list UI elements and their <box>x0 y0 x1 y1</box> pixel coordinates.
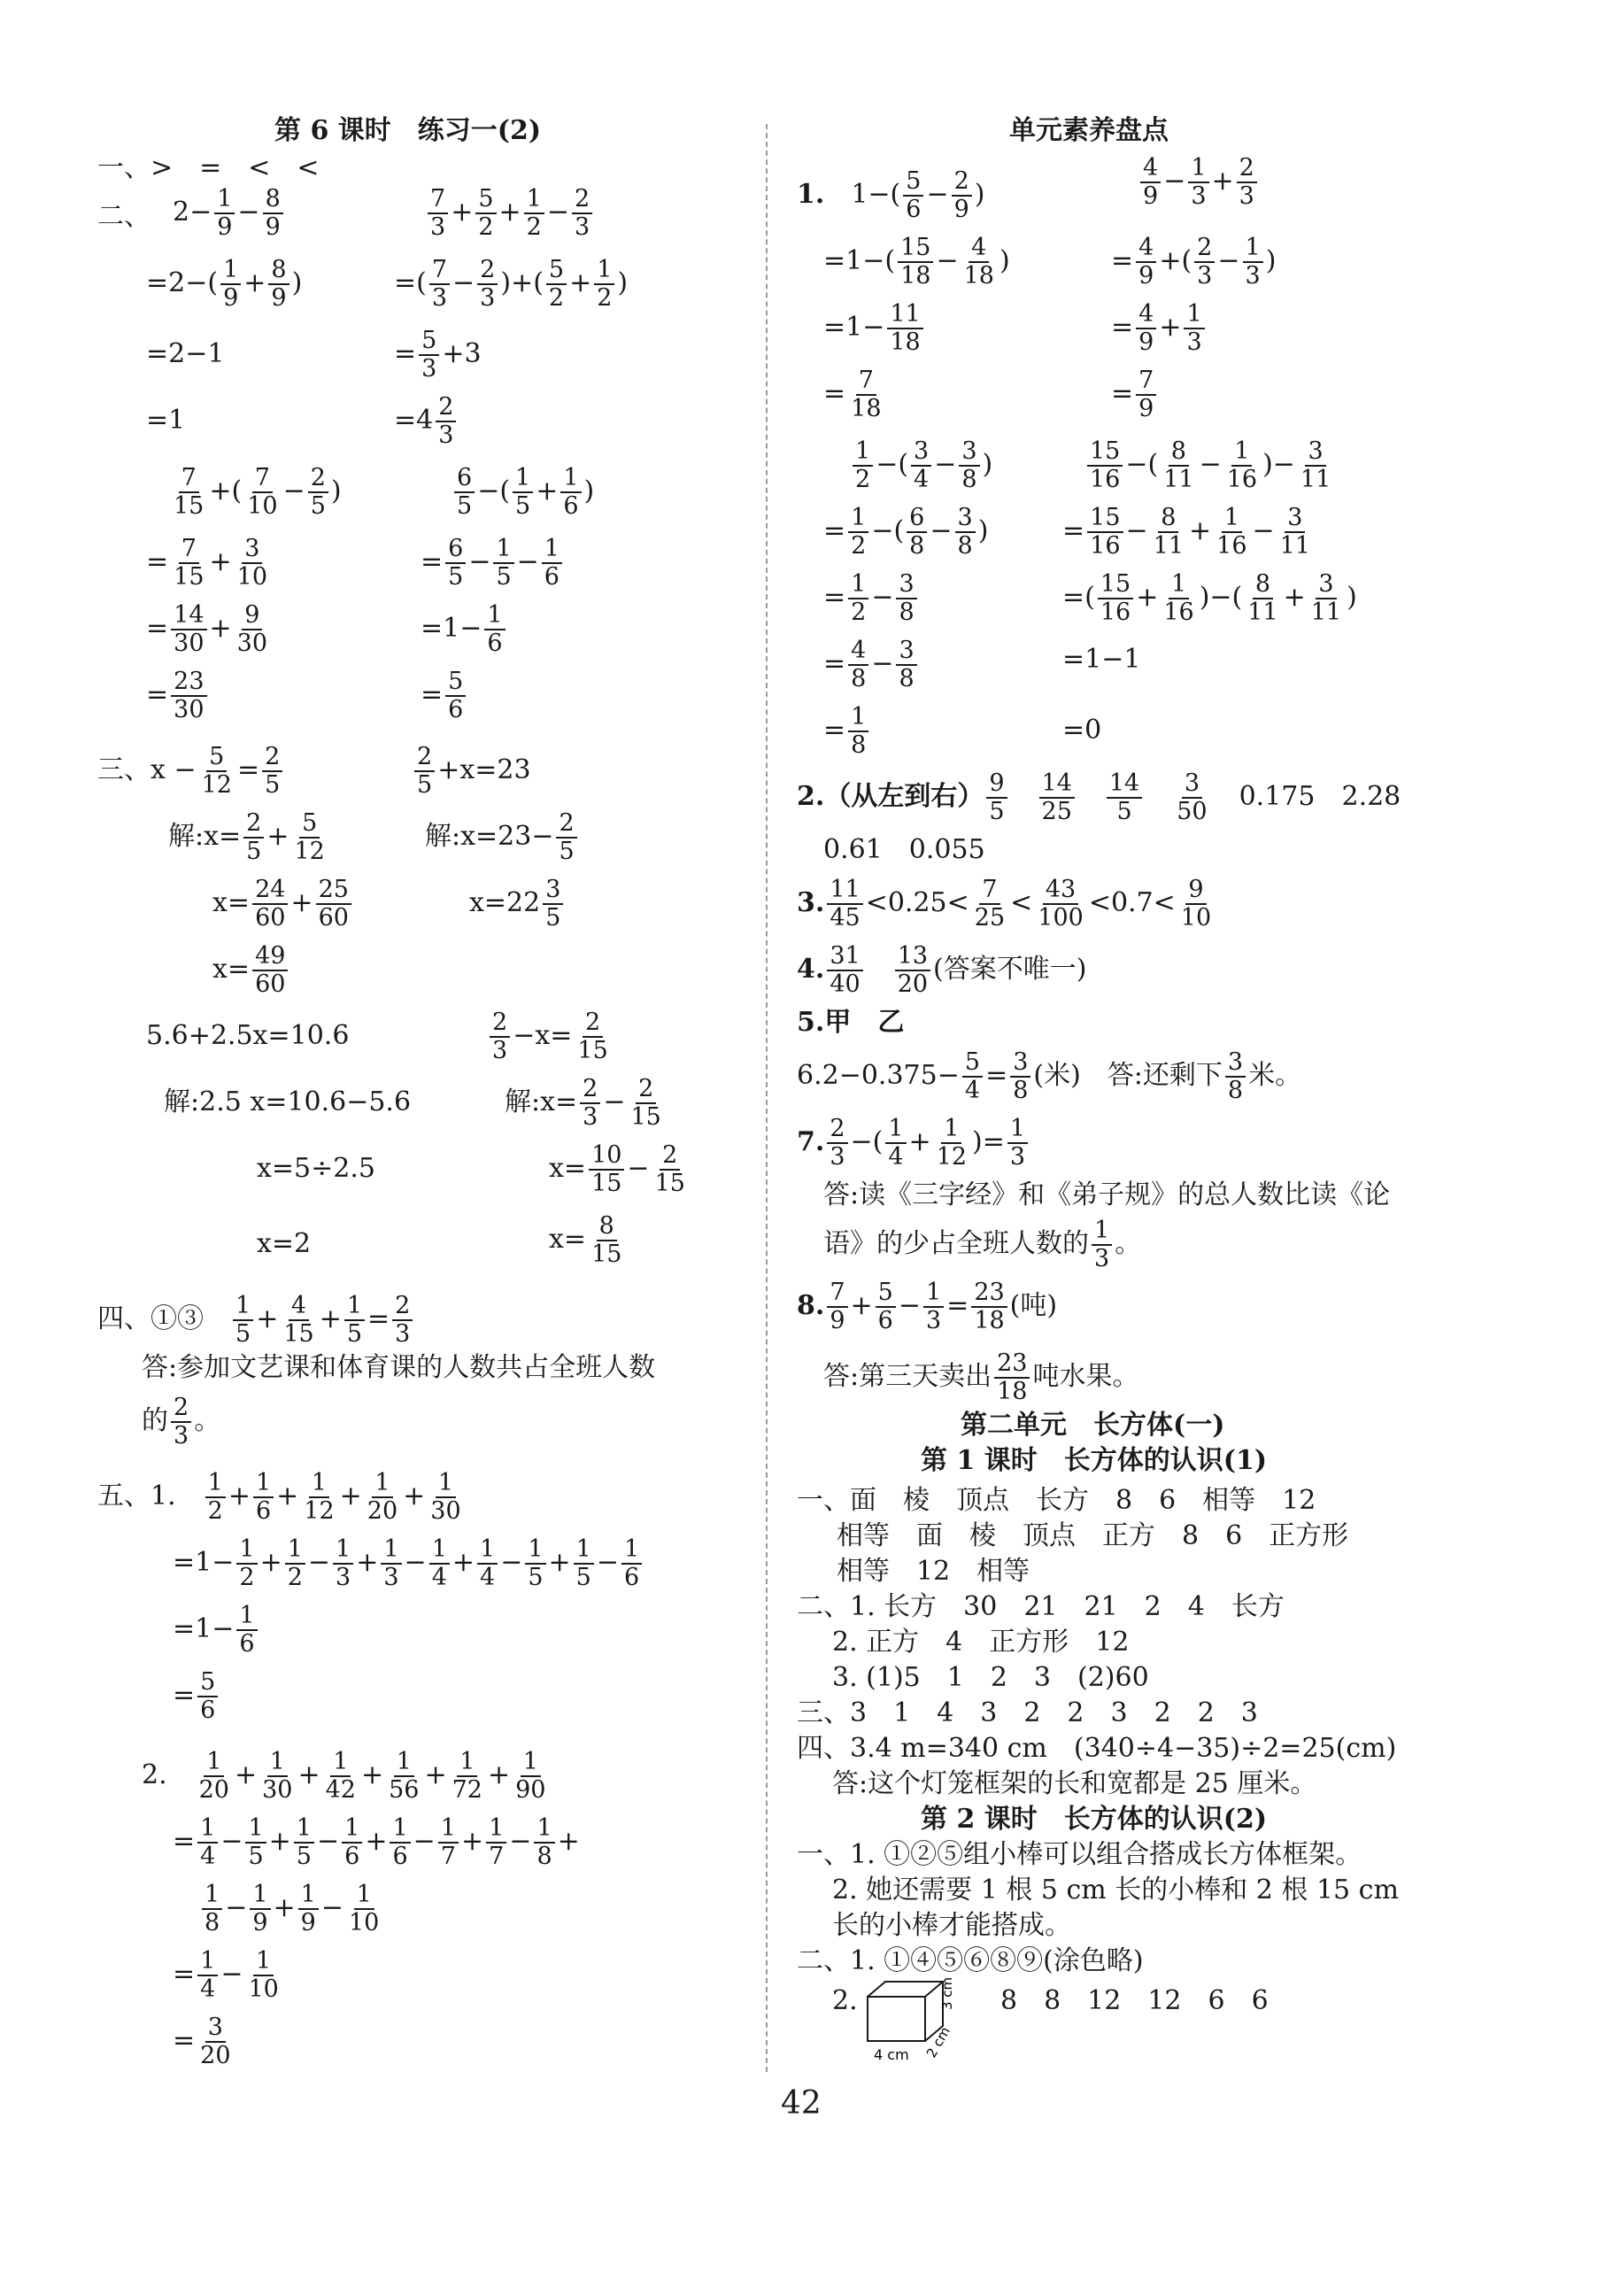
unit-2-title: 第二单元 长方体(一) <box>961 1410 1225 1441</box>
q5: 5.甲 乙 <box>797 1007 905 1038</box>
unit-review-title: 单元素养盘点 <box>1009 115 1169 146</box>
expr: = $\frac{7}{9}$ <box>1111 367 1159 422</box>
expr: $\frac{2}{3}$ −x= $\frac{2}{15}$ <box>487 1009 614 1064</box>
cube-depth-label: 2 cm <box>922 2023 954 2060</box>
cube-width-label: 4 cm <box>874 2046 909 2063</box>
expr: $\frac{6}{5}$ −( $\frac{1}{5}$ + $\frac{1}{6}$ ) <box>451 465 594 520</box>
answer-text: 答:第三天卖出 $\frac{23}{18}$ 吨水果。 <box>823 1349 1139 1405</box>
expr: = $\frac{23}{30}$ <box>146 669 210 723</box>
l2-s2b-values: 8 8 12 12 6 6 <box>1000 1985 1269 2016</box>
expr: =1−( $\frac{15}{18}$ − $\frac{4}{18}$ ) <box>823 234 1010 290</box>
q1: 1. 1−( $\frac{5}{6}$ − $\frac{2}{9}$ ) <box>797 167 985 223</box>
l1-s1c: 相等 12 相等 <box>837 1556 1030 1587</box>
cuboid-diagram <box>863 1966 961 2063</box>
expr: 解:2.5 x=10.6−5.6 <box>164 1086 412 1117</box>
l1-s4b: 答:这个灯笼框架的长和宽都是 25 厘米。 <box>832 1768 1317 1799</box>
answer-text: 的 $\frac{2}{3}$ 。 <box>142 1394 221 1449</box>
expr: $\frac{2}{5}$ +x=23 <box>412 744 531 799</box>
column-divider <box>766 124 768 2072</box>
l1-s2c: 3. (1)5 1 2 3 (2)60 <box>832 1662 1149 1693</box>
l1-s1b: 相等 面 棱 顶点 正方 8 6 正方形 <box>837 1520 1349 1551</box>
lesson-2-title: 第 2 课时 长方体的认识(2) <box>921 1804 1268 1835</box>
l2-s1b: 2. 她还需要 1 根 5 cm 长的小棒和 2 根 15 cm <box>832 1875 1399 1906</box>
expr: 解:x= $\frac{2}{3}$ − $\frac{2}{15}$ <box>505 1075 661 1131</box>
expr: = $\frac{7}{15}$ + $\frac{3}{10}$ <box>146 535 267 591</box>
expr: = $\frac{1}{4}$ − $\frac{1}{5}$ + $\frac{1}{5}$ − $\frac{1}{6}$ + $\frac{1}{6}$ − $\frac{1}{7}$ + $\frac{1}{7}$ − $\frac{1}{8}$ + <box>173 1814 580 1870</box>
expr: x= $\frac{49}{60}$ <box>212 943 290 998</box>
expr: =1 <box>146 405 186 436</box>
expr: = $\frac{14}{30}$ + $\frac{9}{30}$ <box>146 601 267 657</box>
expr: $\frac{15}{16}$ −( $\frac{8}{11}$ − $\frac{1}{16}$ )− $\frac{3}{11}$ <box>1084 438 1336 493</box>
l2-s2b: 2. <box>832 1985 858 2016</box>
section-2-label: 二、 <box>97 201 150 232</box>
expr: = $\frac{4}{9}$ + $\frac{1}{3}$ <box>1111 301 1208 356</box>
q2: 2.（从左到右） $\frac{9}{5}$ $\frac{14}{25}$ $\frac{14}{5}$ $\frac{3}{50}$ 0.175 2.28 <box>797 769 1401 825</box>
expr: = $\frac{6}{5}$ − $\frac{1}{5}$ − $\frac{1}{6}$ <box>421 536 565 591</box>
answer-text: 答:参加文艺课和体育课的人数共占全班人数 <box>142 1352 656 1383</box>
expr: x= $\frac{10}{15}$ − $\frac{2}{15}$ <box>549 1141 685 1197</box>
expr: = $\frac{15}{16}$ − $\frac{8}{11}$ + $\frac{1}{16}$ − $\frac{3}{11}$ <box>1062 504 1310 560</box>
answer-text: 答:读《三字经》和《弟子规》的总人数比读《论 <box>823 1179 1391 1210</box>
section-4: 四、①③ $\frac{1}{5}$ + $\frac{4}{15}$ + $\frac{1}{5}$ = $\frac{2}{3}$ <box>97 1293 415 1348</box>
expr: = $\frac{1}{8}$ <box>823 704 871 759</box>
expr: =1− $\frac{1}{6}$ <box>421 602 508 657</box>
expr: =1− $\frac{1}{6}$ <box>173 1603 260 1658</box>
section-5: 五、1. $\frac{1}{2}$ + $\frac{1}{6}$ + $\frac{1}{12}$ + $\frac{1}{20}$ + $\frac{1}{30}$ <box>97 1469 461 1525</box>
section-5-2: 2. $\frac{1}{20}$ + $\frac{1}{30}$ + $\frac{1}{42}$ + $\frac{1}{56}$ + $\frac{1}{72}$ + $\frac{1}{90}$ <box>142 1748 546 1804</box>
expr: x= $\frac{24}{60}$ + $\frac{25}{60}$ <box>212 877 354 932</box>
lesson-1-title: 第 1 课时 长方体的认识(1) <box>921 1445 1268 1476</box>
l1-s2b: 2. 正方 4 正方形 12 <box>832 1627 1130 1658</box>
section-1: 一、> = < < <box>97 152 320 183</box>
l1-s3: 三、3 1 4 3 2 2 3 2 2 3 <box>797 1697 1258 1728</box>
q2-line2: 0.61 0.055 <box>823 834 985 865</box>
expr: $\frac{7}{15}$ +( $\frac{7}{10}$ − $\frac{2}{5}$ ) <box>174 464 342 520</box>
expr: =1− $\frac{11}{18}$ <box>823 301 926 356</box>
expr: $\frac{7}{3}$ + $\frac{5}{2}$ + $\frac{1}{2}$ − $\frac{2}{3}$ <box>425 186 595 241</box>
q6: 6.2−0.375− $\frac{5}{4}$ = $\frac{3}{8}$ (米) 答:还剩下 $\frac{3}{8}$ 米。 <box>797 1048 1302 1104</box>
expr: = $\frac{4}{9}$ +( $\frac{2}{3}$ − $\frac{1}{3}$ ) <box>1111 234 1277 290</box>
expr: x=22 $\frac{3}{5}$ <box>469 877 566 932</box>
expr: =1− $\frac{1}{2}$ + $\frac{1}{2}$ − $\frac{1}{3}$ + $\frac{1}{3}$ − $\frac{1}{4}$ + $\frac{1}{4}$ − $\frac{1}{5}$ + $\frac{1}{5}$ − $\frac{1}{6}$ <box>173 1536 644 1591</box>
l1-s2: 二、1. 长方 30 21 21 2 4 长方 <box>797 1591 1285 1622</box>
expr: = $\frac{1}{2}$ −( $\frac{6}{8}$ − $\frac{3}{8}$ ) <box>823 504 989 560</box>
expr: 5.6+2.5x=10.6 <box>146 1020 350 1051</box>
expr: = $\frac{1}{2}$ − $\frac{3}{8}$ <box>823 571 920 626</box>
q3: 3. $\frac{11}{45}$ <0.25< $\frac{7}{25}$ < $\frac{43}{100}$ <0.7< $\frac{9}{10}$ <box>797 876 1212 932</box>
l2-s1: 一、1. ①②⑤组小棒可以组合搭成长方体框架。 <box>797 1839 1362 1870</box>
l2-s1c: 长的小棒才能搭成。 <box>832 1910 1071 1941</box>
expr: =( $\frac{15}{16}$ + $\frac{1}{16}$ )−( $\frac{8}{11}$ + $\frac{3}{11}$ ) <box>1062 570 1357 626</box>
expr: $\frac{4}{9}$ − $\frac{1}{3}$ + $\frac{2}{3}$ <box>1138 155 1260 210</box>
expr: =1−1 <box>1062 644 1141 675</box>
expr: =( $\frac{7}{3}$ − $\frac{2}{3}$ )+( $\frac{5}{2}$ + $\frac{1}{2}$ ) <box>394 256 629 312</box>
answer-text: 语》的少占全班人数的 $\frac{1}{3}$ 。 <box>823 1217 1142 1272</box>
expr: 解:x=23− $\frac{2}{5}$ <box>425 810 580 865</box>
expr: x= $\frac{8}{15}$ <box>549 1212 622 1268</box>
q8: 8. $\frac{7}{9}$ + $\frac{5}{6}$ − $\frac{1}{3}$ = $\frac{23}{18}$ (吨) <box>797 1279 1058 1334</box>
lesson-title: 第 6 课时 练习一(2) <box>274 115 542 146</box>
expr: = $\frac{4}{8}$ − $\frac{3}{8}$ <box>823 638 920 692</box>
l1-s1: 一、面 棱 顶点 长方 8 6 相等 12 <box>797 1485 1316 1516</box>
cube-height-label: 3 cm <box>939 1976 955 2010</box>
expr: 2− $\frac{1}{9}$ − $\frac{8}{9}$ <box>173 186 286 241</box>
expr: = $\frac{1}{4}$ − $\frac{1}{10}$ <box>173 1947 279 2003</box>
l2-s2: 二、1. ①④⑤⑥⑧⑨(涂色略) <box>797 1945 1144 1976</box>
page-number: 42 <box>781 2085 822 2122</box>
expr: = $\frac{5}{6}$ <box>173 1669 220 1724</box>
expr: $\frac{1}{8}$ − $\frac{1}{9}$ + $\frac{1}{9}$ − $\frac{1}{10}$ <box>199 1882 384 1937</box>
expr: =4 $\frac{2}{3}$ <box>394 394 459 449</box>
expr: $\frac{1}{2}$ −( $\frac{3}{4}$ − $\frac{3}{8}$ ) <box>850 438 992 493</box>
expr: = $\frac{3}{20}$ <box>173 2014 231 2069</box>
expr: =0 <box>1062 715 1102 746</box>
expr: =2−1 <box>146 338 225 369</box>
q4: 4. $\frac{31}{40}$ $\frac{13}{20}$ (答案不唯一) <box>797 942 1087 998</box>
expr: =2−( $\frac{1}{9}$ + $\frac{8}{9}$ ) <box>146 256 303 312</box>
l1-s4: 四、3.4 m=340 cm (340÷4−35)÷2=25(cm) <box>797 1733 1397 1764</box>
expr: 解:x= $\frac{2}{5}$ + $\frac{5}{12}$ <box>168 809 325 865</box>
expr: = $\frac{5}{6}$ <box>421 669 468 723</box>
expr: = $\frac{5}{3}$ +3 <box>394 327 482 383</box>
expr: x=5÷2.5 <box>257 1153 375 1184</box>
section-3: 三、x − $\frac{5}{12}$ = $\frac{2}{5}$ <box>97 744 285 799</box>
expr: = $\frac{7}{18}$ <box>823 367 882 422</box>
expr: x=2 <box>257 1228 312 1259</box>
q7: 7. $\frac{2}{3}$ −( $\frac{1}{4}$ + $\frac{1}{12}$ )= $\frac{1}{3}$ <box>797 1116 1030 1171</box>
